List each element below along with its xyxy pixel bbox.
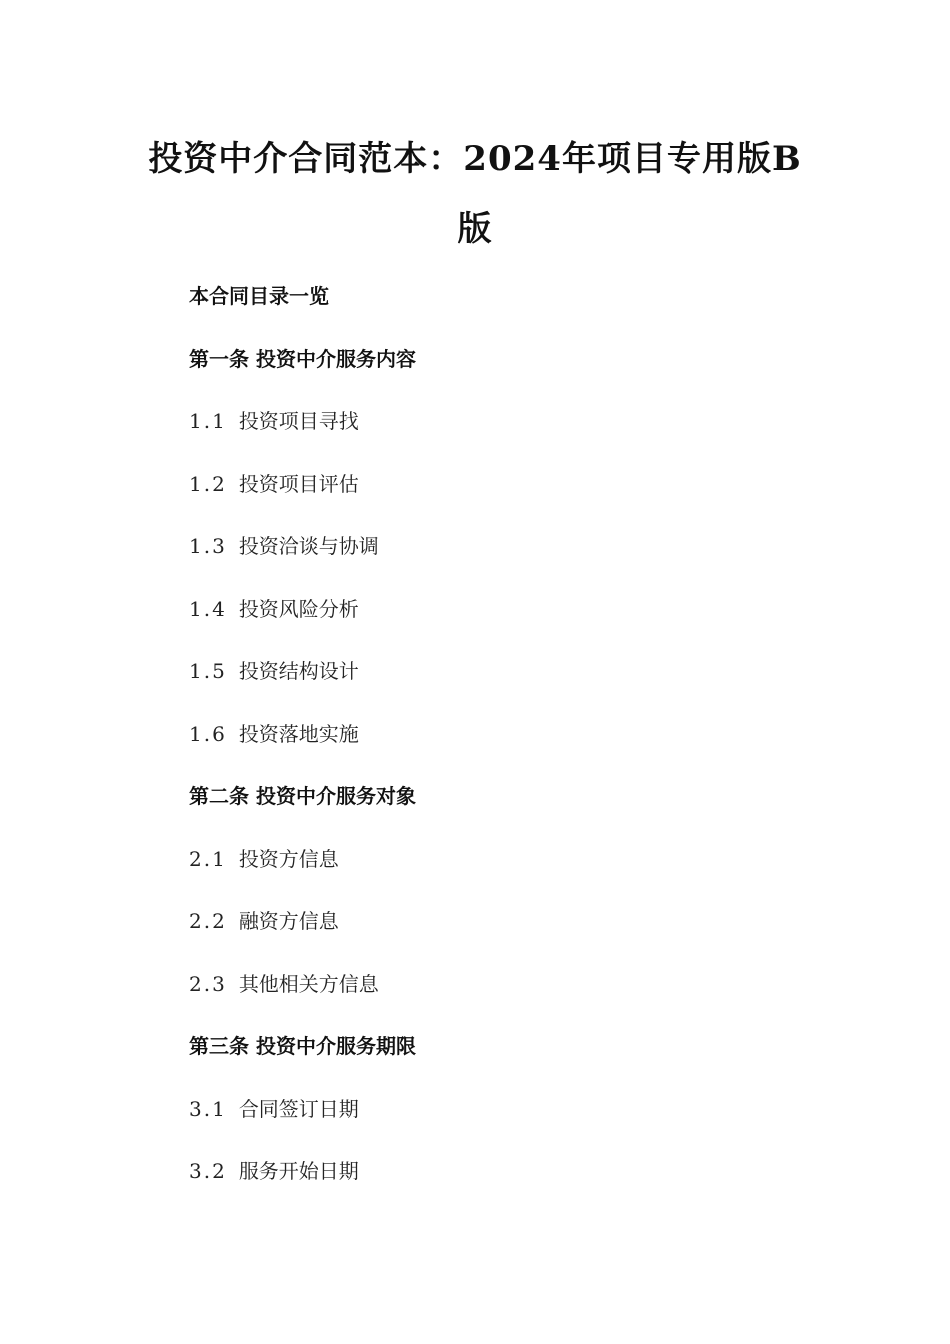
toc-item bbox=[189, 966, 829, 1029]
toc-item bbox=[189, 591, 829, 654]
toc-item bbox=[189, 1091, 829, 1154]
item-number: 2.2 bbox=[189, 909, 227, 933]
item-text: 融资方信息 bbox=[238, 909, 339, 933]
toc-item bbox=[189, 841, 829, 904]
section-heading: 第三条 投资中介服务期限 bbox=[189, 1034, 416, 1058]
item-number: 3.1 bbox=[189, 1096, 227, 1121]
item-text: 投资洽谈与协调 bbox=[238, 534, 379, 558]
table-of-contents bbox=[189, 278, 829, 1216]
title-line-1: 投资中介合同范本：2024年项目专用版B bbox=[148, 139, 802, 179]
item-text: 投资方信息 bbox=[238, 846, 339, 871]
item-number: 3.2 bbox=[189, 1159, 227, 1183]
item-text: 投资落地实施 bbox=[238, 721, 359, 746]
toc-item bbox=[189, 903, 829, 966]
item-text: 投资项目评估 bbox=[238, 471, 359, 496]
item-text: 合同签订日期 bbox=[238, 1096, 359, 1121]
item-text: 投资结构设计 bbox=[238, 659, 359, 683]
toc-item bbox=[189, 528, 829, 591]
section-heading: 第一条 投资中介服务内容 bbox=[189, 346, 416, 371]
item-text: 投资风险分析 bbox=[238, 596, 359, 621]
item-text: 服务开始日期 bbox=[238, 1159, 359, 1183]
item-number: 1.4 bbox=[189, 596, 227, 621]
toc-item bbox=[189, 716, 829, 779]
item-number: 1.1 bbox=[189, 409, 227, 433]
toc-heading: 本合同目录一览 bbox=[189, 284, 329, 308]
item-number: 1.6 bbox=[189, 721, 227, 746]
item-text: 其他相关方信息 bbox=[238, 971, 379, 996]
item-number: 2.3 bbox=[189, 971, 227, 996]
toc-item bbox=[189, 1153, 829, 1216]
document-title bbox=[120, 124, 830, 264]
toc-item bbox=[189, 653, 829, 716]
toc-item bbox=[189, 466, 829, 529]
item-text: 投资项目寻找 bbox=[238, 409, 359, 433]
item-number: 1.3 bbox=[189, 534, 227, 558]
item-number: 2.1 bbox=[189, 846, 227, 871]
title-line-2: 版 bbox=[457, 209, 493, 249]
section-heading: 第二条 投资中介服务对象 bbox=[189, 784, 416, 808]
toc-item bbox=[189, 403, 829, 466]
item-number: 1.2 bbox=[189, 471, 227, 496]
item-number: 1.5 bbox=[189, 659, 227, 683]
